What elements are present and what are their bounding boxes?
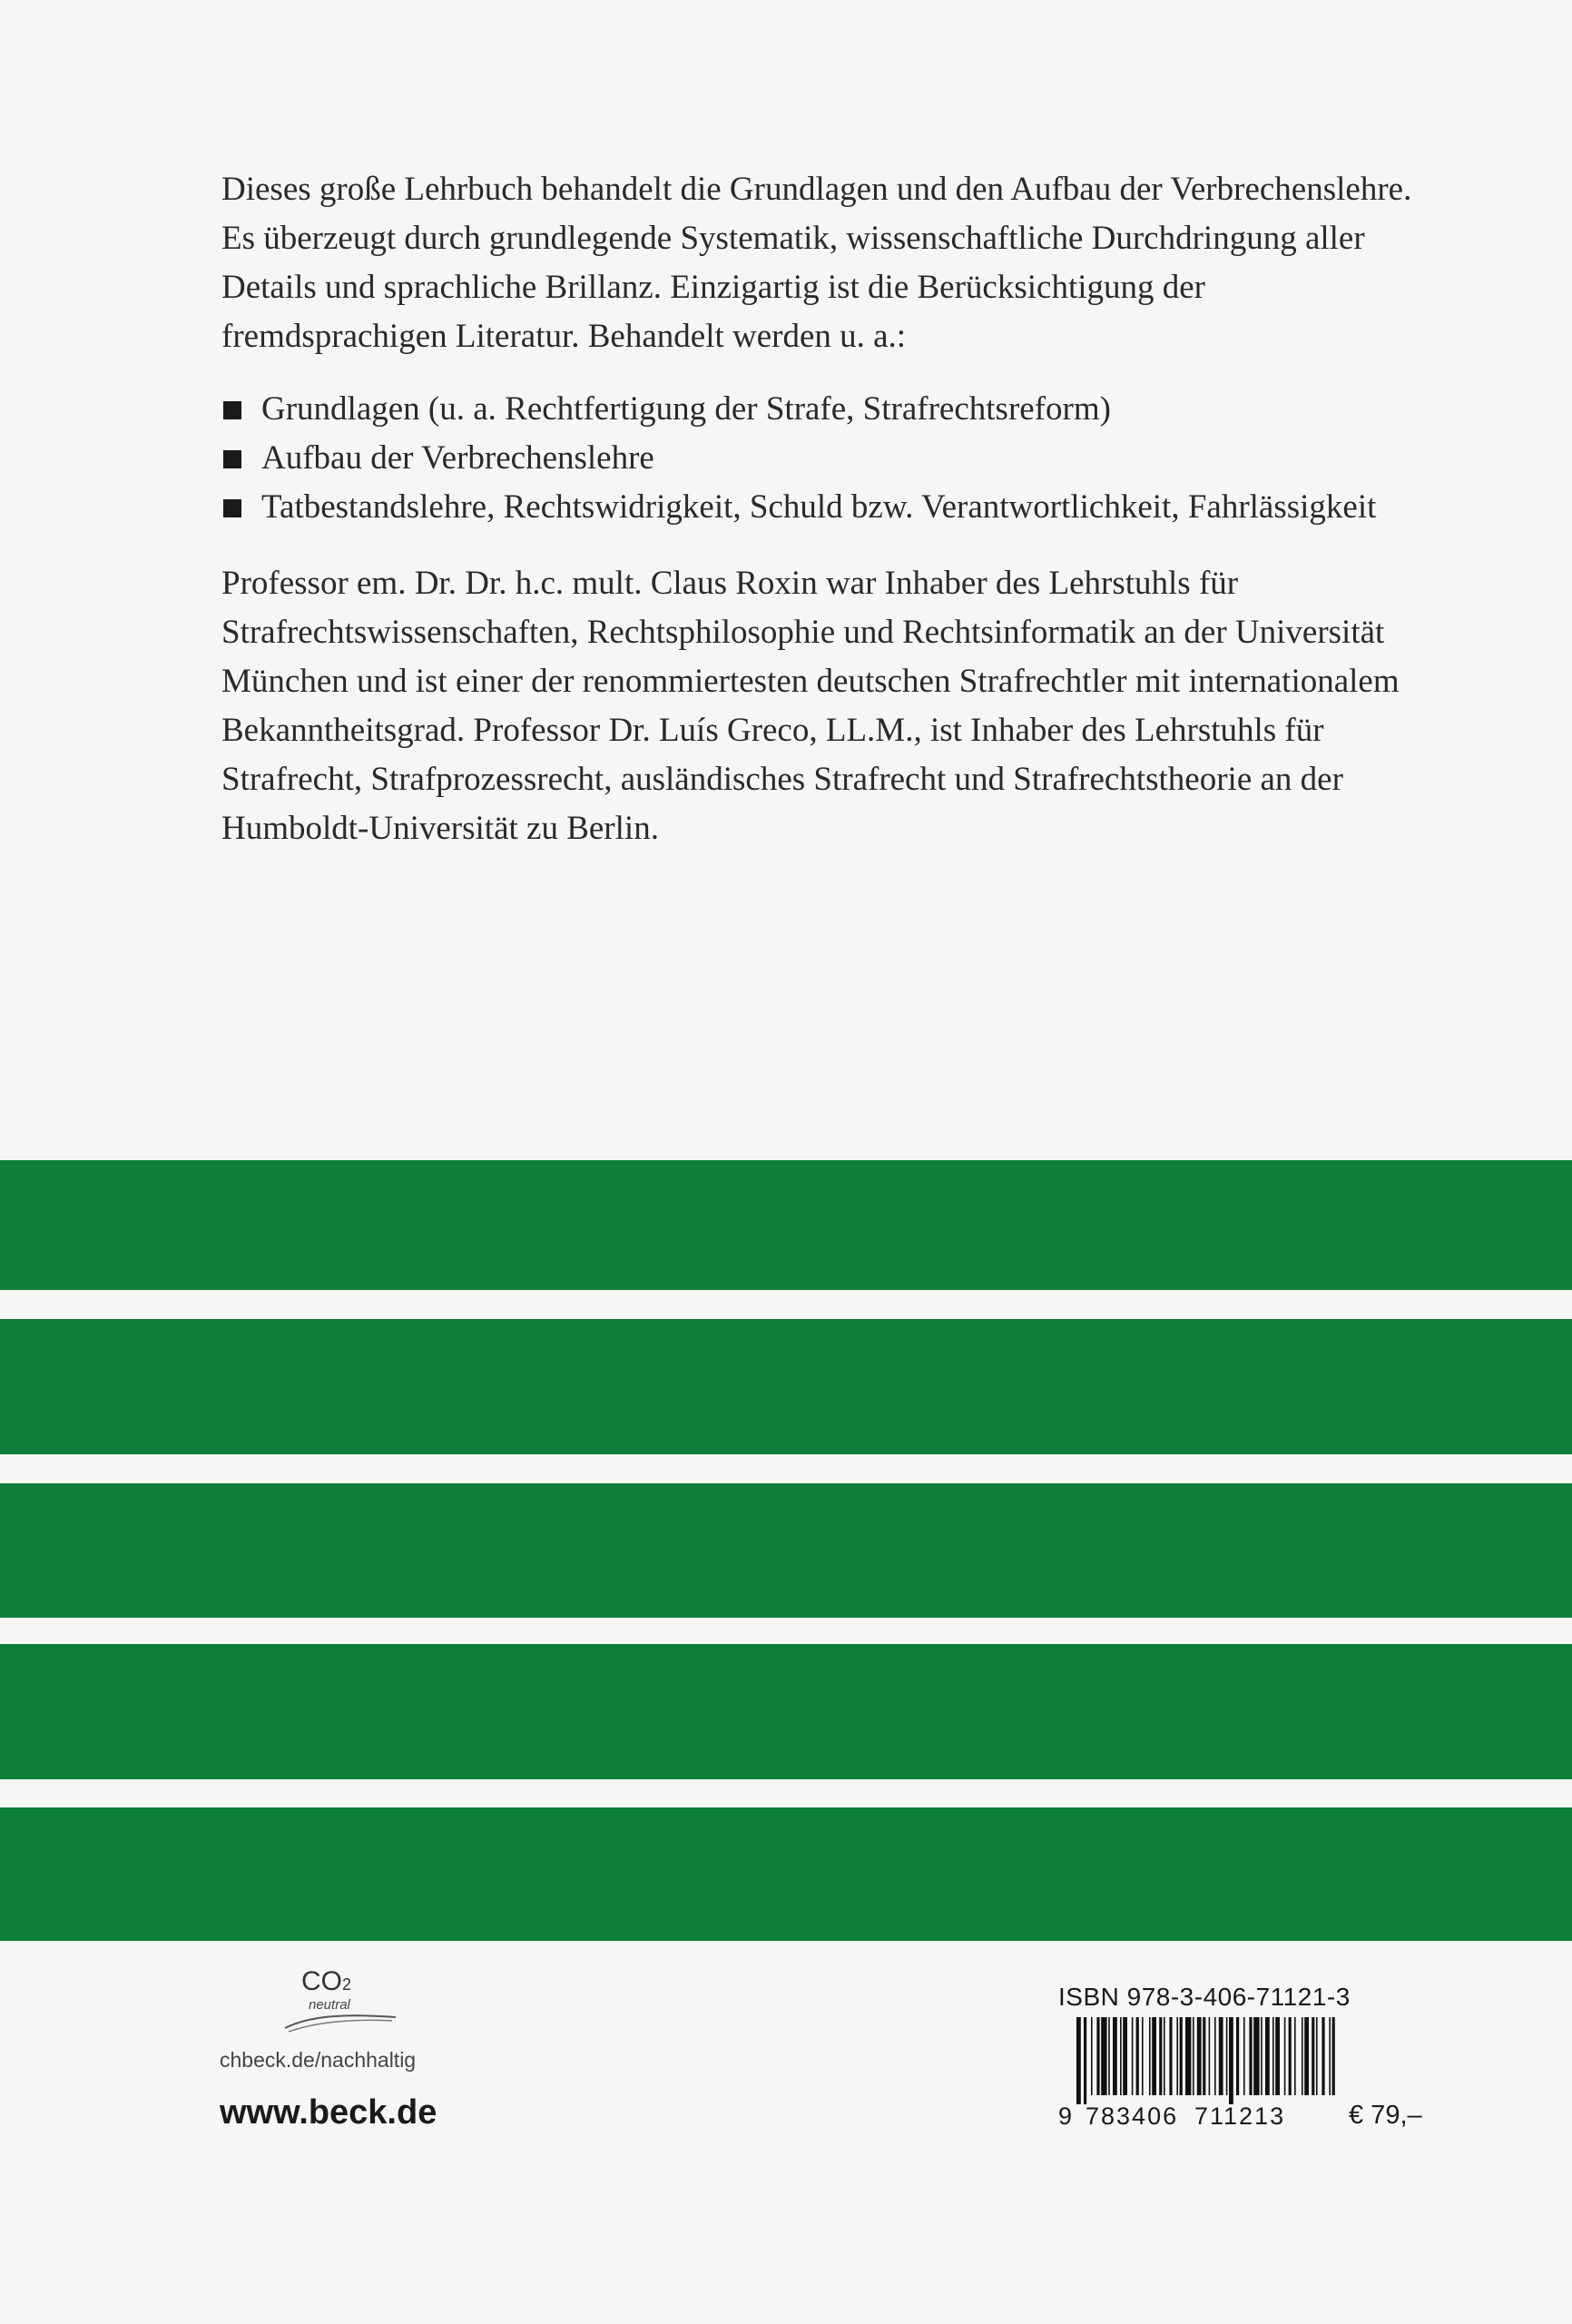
barcode-bar	[1332, 2017, 1335, 2095]
barcode-bar	[1275, 2017, 1280, 2095]
barcode-bar	[1272, 2017, 1274, 2095]
barcode-bar	[1101, 2017, 1106, 2095]
barcode-bar	[1209, 2017, 1211, 2095]
barcode-bar	[1253, 2017, 1259, 2095]
green-stripe	[0, 1483, 1572, 1618]
barcode-bar	[1294, 2017, 1296, 2095]
barcode-bar	[1302, 2017, 1303, 2095]
barcode-bar	[1152, 2017, 1156, 2095]
barcode-bar	[1136, 2017, 1139, 2095]
barcode-bar	[1197, 2017, 1202, 2095]
barcode-bar	[1084, 2017, 1086, 2104]
barcode-bar	[1203, 2017, 1205, 2095]
topics-list	[221, 385, 1429, 532]
barcode-bar	[1096, 2017, 1099, 2095]
barcode-bar	[1226, 2017, 1228, 2095]
authors-paragraph: Professor em. Dr. Dr. h.c. mult. Claus Roxin war Inhaber des Lehrstuhls für Strafrechtswissenschaften, Rechtsphilosophie und Rechtsinformatik an der Universität München und ist einer der renommiertesten deutschen Strafrechtler mit internationalem Bekanntheitsgrad. Professor Dr. Luís Greco, LL.M., ist Inhaber des Lehrstuhls für Strafrecht, Strafprozessrecht, ausländisches Strafrecht und Strafrechtstheorie an der Humboldt-Universität zu Berlin.	[221, 565, 1400, 847]
description-paragraph: Dieses große Lehrbuch behandelt die Grundlagen und den Aufbau der Verbrechenslehre. Es überzeugt durch grundlegende Systematik, wissenschaftliche Durchdringung aller Details und sprachliche Brillanz. Einzigartig ist die Berücksichtigung der fremdsprachigen Literatur. Behandelt werden u. a.:	[221, 171, 1412, 355]
green-stripe	[0, 1319, 1572, 1454]
barcode-bar	[1193, 2017, 1194, 2095]
barcode-bar	[1123, 2017, 1127, 2095]
blurb-text	[221, 165, 1429, 853]
barcode-bar	[1159, 2017, 1162, 2095]
barcode-bar	[1076, 2017, 1081, 2104]
square-bullet-icon	[223, 450, 241, 468]
barcode-digits-right: 711213	[1194, 2102, 1286, 2130]
barcode-digit-first: 9	[1058, 2102, 1073, 2130]
barcode-bar	[1185, 2017, 1191, 2095]
square-bullet-icon	[223, 401, 241, 419]
barcode-bar	[1289, 2017, 1292, 2095]
co2-neutral-label: neutral	[309, 1997, 350, 2013]
barcode-bar	[1329, 2017, 1331, 2095]
topic-item	[221, 385, 1429, 434]
barcode-bar	[1284, 2017, 1286, 2095]
barcode-bar	[1120, 2017, 1122, 2095]
sustainability-link: chbeck.de/nachhaltig	[220, 2048, 417, 2072]
isbn-label: ISBN 978-3-406-71121-3	[1058, 1983, 1351, 2011]
topic-label: Aufbau der Verbrechenslehre	[261, 439, 654, 477]
green-stripe	[0, 1160, 1572, 1290]
price-label: € 79,–	[1349, 2101, 1422, 2130]
barcode-bar	[1316, 2017, 1318, 2095]
barcode-icon	[1076, 2017, 1336, 2104]
barcode-bar	[1149, 2017, 1151, 2095]
topic-label: Grundlagen (u. a. Rechtfertigung der Strafe, Strafrechtsreform)	[261, 390, 1111, 428]
barcode-bar	[1132, 2017, 1134, 2095]
barcode-bar	[1236, 2017, 1239, 2095]
barcode-bar	[1229, 2017, 1233, 2104]
barcode-bar	[1142, 2017, 1144, 2095]
barcode-bar	[1219, 2017, 1223, 2095]
barcode-bar	[1265, 2017, 1270, 2095]
topic-item	[221, 434, 1429, 483]
barcode-bar	[1169, 2017, 1172, 2095]
barcode-bar	[1304, 2017, 1309, 2095]
topic-item	[221, 483, 1429, 532]
barcode-bar	[1214, 2017, 1216, 2095]
barcode-bar	[1321, 2017, 1324, 2095]
barcode-bar	[1108, 2017, 1110, 2095]
barcode-bar	[1312, 2017, 1314, 2095]
barcode-bar	[1249, 2017, 1252, 2095]
co2-neutral-logo	[283, 1966, 401, 2030]
square-bullet-icon	[223, 499, 241, 517]
barcode-digits-left: 783406	[1086, 2102, 1179, 2130]
green-stripe	[0, 1644, 1572, 1779]
green-stripe	[0, 1807, 1572, 1941]
publisher-website: www.beck.de	[220, 2093, 437, 2132]
barcode-bar	[1180, 2017, 1183, 2095]
swoosh-icon	[283, 2012, 401, 2034]
barcode-bar	[1164, 2017, 1165, 2095]
barcode-bar	[1261, 2017, 1263, 2095]
barcode-bar	[1176, 2017, 1178, 2095]
topic-label: Tatbestandslehre, Rechtswidrigkeit, Schuld bzw. Verantwortlichkeit, Fahrlässigkeit	[261, 488, 1377, 526]
barcode-bar	[1091, 2017, 1093, 2095]
co2-label: CO2	[301, 1966, 352, 1996]
barcode-bar	[1113, 2017, 1117, 2095]
barcode-bar	[1243, 2017, 1245, 2095]
